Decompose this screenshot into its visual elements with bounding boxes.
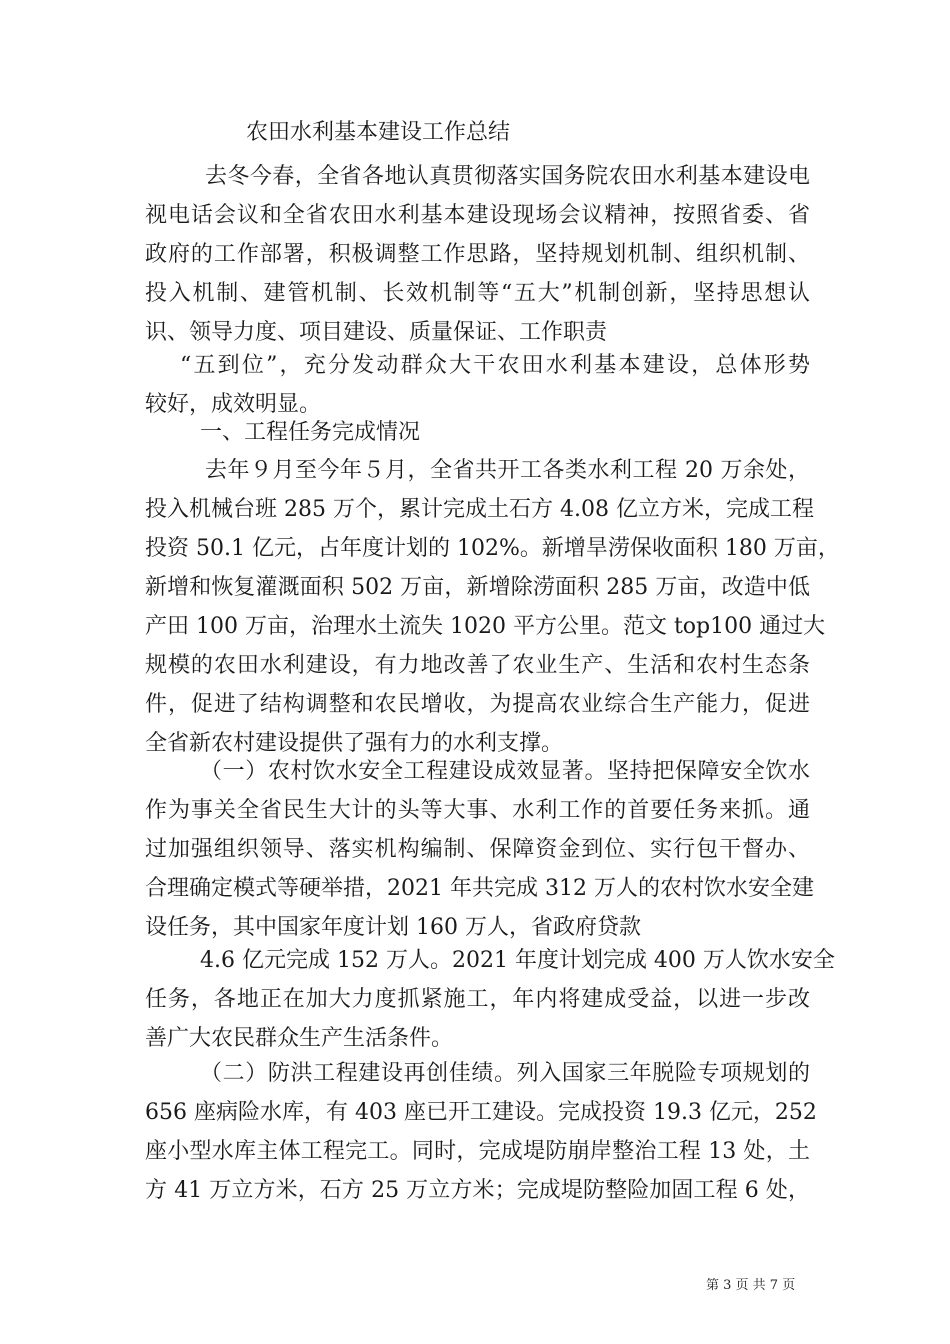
text-line: 去年９月至今年５月，全省共开工各类水利工程 20 万余处， [205, 458, 810, 483]
text-line: 投入机制、建管机制、长效机制等“五大”机制创新，坚持思想认 [145, 281, 810, 306]
text-line: 产田 100 万亩，治理水土流失 1020 平方公里。范文 top100 通过大 [145, 614, 826, 639]
text-line: 规模的农田水利建设，有力地改善了农业生产、生活和农村生态条 [145, 653, 810, 678]
text-line: 较好，成效明显。 [145, 392, 322, 417]
paragraph-flood-control [145, 1054, 817, 1210]
text-line: （一）农村饮水安全工程建设成效显著。坚持把保障安全饮水 [200, 759, 810, 784]
text-line: 过加强组织领导、落实机构编制、保障资金到位、实行包干督办、 [145, 837, 810, 862]
document-title: 农田水利基本建设工作总结 [246, 120, 511, 145]
heading-line: 一、工程任务完成情况 [200, 420, 421, 445]
text-line: 合理确定模式等硬举措，2021 年共完成 312 万人的农村饮水安全建 [145, 876, 814, 901]
text-line: 656 座病险水库，有 403 座已开工建设。完成投资 19.3 亿元，252 [145, 1100, 817, 1125]
text-line: 视电话会议和全省农田水利基本建设现场会议精神，按照省委、省 [145, 203, 810, 228]
paragraph-intro [145, 157, 810, 352]
text-line: 新增和恢复灌溉面积 502 万亩，新增除涝面积 285 万亩，改造中低 [145, 575, 810, 600]
text-line: 方 41 万立方米，石方 25 万立方米；完成堤防整险加固工程 6 处， [145, 1178, 810, 1203]
text-line: 全省新农村建设提供了强有力的水利支撑。 [145, 731, 564, 756]
text-line: 投入机械台班 285 万个，累计完成土石方 4.08 亿立方米，完成工程 [145, 497, 814, 522]
text-line: 政府的工作部署，积极调整工作思路，坚持规划机制、组织机制、 [145, 242, 810, 267]
text-line: （二）防洪工程建设再创佳绩。列入国家三年脱险专项规划的 [200, 1061, 810, 1086]
text-line: 4.6 亿元完成 152 万人。2021 年度计划完成 400 万人饮水安全 [200, 948, 835, 973]
text-line: 座小型水库主体工程完工。同时，完成堤防崩岸整治工程 13 处，土 [145, 1139, 810, 1164]
section-heading [145, 413, 810, 452]
text-line: 作为事关全省民生大计的头等大事、水利工作的首要任务来抓。通 [145, 798, 810, 823]
text-line: 件，促进了结构调整和农民增收，为提高农业综合生产能力，促进 [145, 692, 810, 717]
text-line: 去冬今春，全省各地认真贯彻落实国务院农田水利基本建设电 [205, 164, 810, 189]
text-line: 识、领导力度、项目建设、质量保证、工作职责 [145, 320, 608, 345]
paragraph-drinking-water-plan [145, 941, 835, 1058]
text-line: 善广大农民群众生产生活条件。 [145, 1026, 454, 1051]
text-line: 设任务，其中国家年度计划 160 万人，省政府贷款 [145, 915, 641, 940]
text-line: 投资 50.1 亿元，占年度计划的 102%。新增旱涝保收面积 180 万亩， [145, 536, 840, 561]
text-line: 任务，各地正在加大力度抓紧施工，年内将建成受益，以进一步改 [145, 987, 810, 1012]
paragraph-rural-drinking-water [145, 752, 814, 947]
page-number-footer: 第 3 页 共 7 页 [706, 1278, 796, 1293]
text-line: “五到位”，充分发动群众大干农田水利基本建设，总体形势 [180, 353, 810, 378]
paragraph-project-completion [145, 451, 840, 763]
